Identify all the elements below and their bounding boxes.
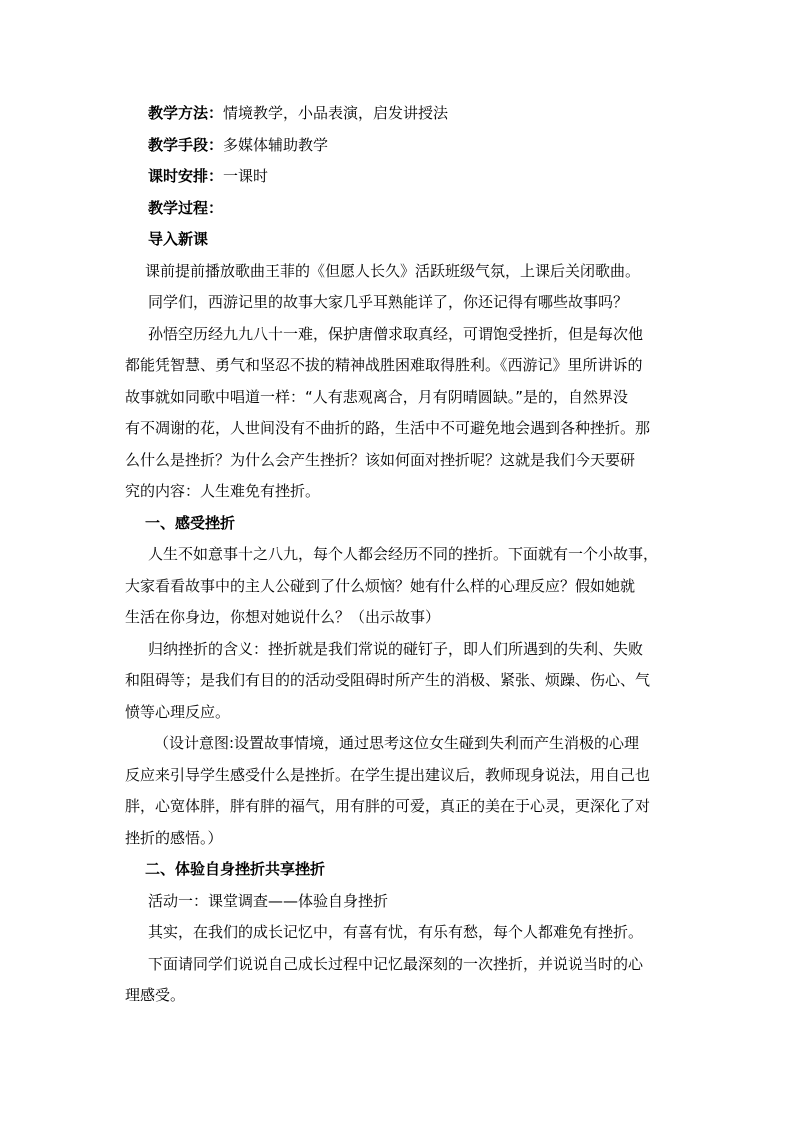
teaching-process-label: 教学过程： xyxy=(148,198,224,217)
teaching-process-line xyxy=(148,193,678,225)
intro-line: 故事就如同歌中唱道一样：“人有悲观离合，月有阴晴圆缺。”是的，自然界没 xyxy=(125,387,629,406)
section-2-line: 理感受。 xyxy=(125,986,186,1004)
teaching-method-value: 情境教学，小品表演，启发讲授法 xyxy=(223,104,449,122)
teaching-means-value: 多媒体辅助教学 xyxy=(223,135,329,154)
intro-line: 有不凋谢的花，人世间没有不曲折的路，生活中不可避免地会遇到各种挫折。那 xyxy=(125,419,651,437)
section-2-line: 下面请同学们说说自己成长过程中记忆最深刻的一次挫折，并说说当时的心 xyxy=(148,954,644,973)
section-1-line: 反应来引导学生感受什么是挫折。在学生提出建议后，教师现身说法，用自己也 xyxy=(125,765,651,784)
section-1-line: 大家看看故事中的主人公碰到了什么烦恼？她有什么样的心理反应？假如她就 xyxy=(125,576,636,595)
section-2-heading: 二、体验自身挫折共享挫折 xyxy=(145,860,326,878)
intro-line: 同学们，西游记里的故事大家几乎耳熟能详了，你还记得有哪些故事吗？ xyxy=(148,293,629,311)
section-1-line: 和阻碍等；是我们有目的的活动受阻碍时所产生的消极、紧张、烦躁、伤心、气 xyxy=(125,671,651,689)
section-1-line: 人生不如意事十之八九，每个人都会经历不同的挫折。下面就有一个小故事， xyxy=(148,545,659,563)
class-schedule-line xyxy=(148,161,678,193)
intro-line: 课前提前播放歌曲王菲的《但愿人长久》活跃班级气氛，上课后关闭歌曲。 xyxy=(145,261,641,280)
intro-line: 究的内容：人生难免有挫折。 xyxy=(125,482,321,500)
teaching-method-line xyxy=(148,98,678,130)
section-2-line: 其实，在我们的成长记忆中，有喜有忧，有乐有愁，每个人都难免有挫折。 xyxy=(148,923,644,941)
intro-line: 都能凭智慧、勇气和坚忍不拔的精神战胜困难取得胜利。《西游记》里所讲诉的 xyxy=(125,356,643,374)
class-schedule-label: 课时安排： xyxy=(148,167,224,185)
intro-heading: 导入新课 xyxy=(148,230,209,248)
section-1-line: 挫折的感悟。） xyxy=(125,828,223,847)
intro-line: 么什么是挫折？为什么会产生挫折？该如何面对挫折呢？这就是我们今天要研 xyxy=(125,450,636,469)
section-1-heading: 一、感受挫折 xyxy=(145,513,236,532)
teaching-means-label: 教学手段： xyxy=(148,135,224,154)
document-body xyxy=(125,98,678,1012)
section-1-line: （设计意图:设置故事情境，通过思考这位女生碰到失利而产生消极的心理 xyxy=(154,734,640,752)
teaching-means-line xyxy=(148,130,678,162)
section-2-line: 活动一：课堂调查——体验自身挫折 xyxy=(148,891,389,910)
intro-line: 孙悟空历经九九八十一难，保护唐僧求取真经，可谓饱受挫折，但是每次他 xyxy=(148,324,644,343)
section-1-line: 归纳挫折的含义：挫折就是我们常说的碰钉子，即人们所遇到的失利、失败 xyxy=(148,639,644,658)
section-1-line: 生活在你身边，你想对她说什么？（出示故事） xyxy=(125,608,441,626)
section-1-line: 胖，心宽体胖，胖有胖的福气，用有胖的可爱，真正的美在于心灵，更深化了对 xyxy=(125,797,651,815)
class-schedule-value: 一课时 xyxy=(223,167,269,185)
section-1-line: 愤等心理反应。 xyxy=(125,702,231,721)
teaching-method-label: 教学方法： xyxy=(148,104,224,122)
